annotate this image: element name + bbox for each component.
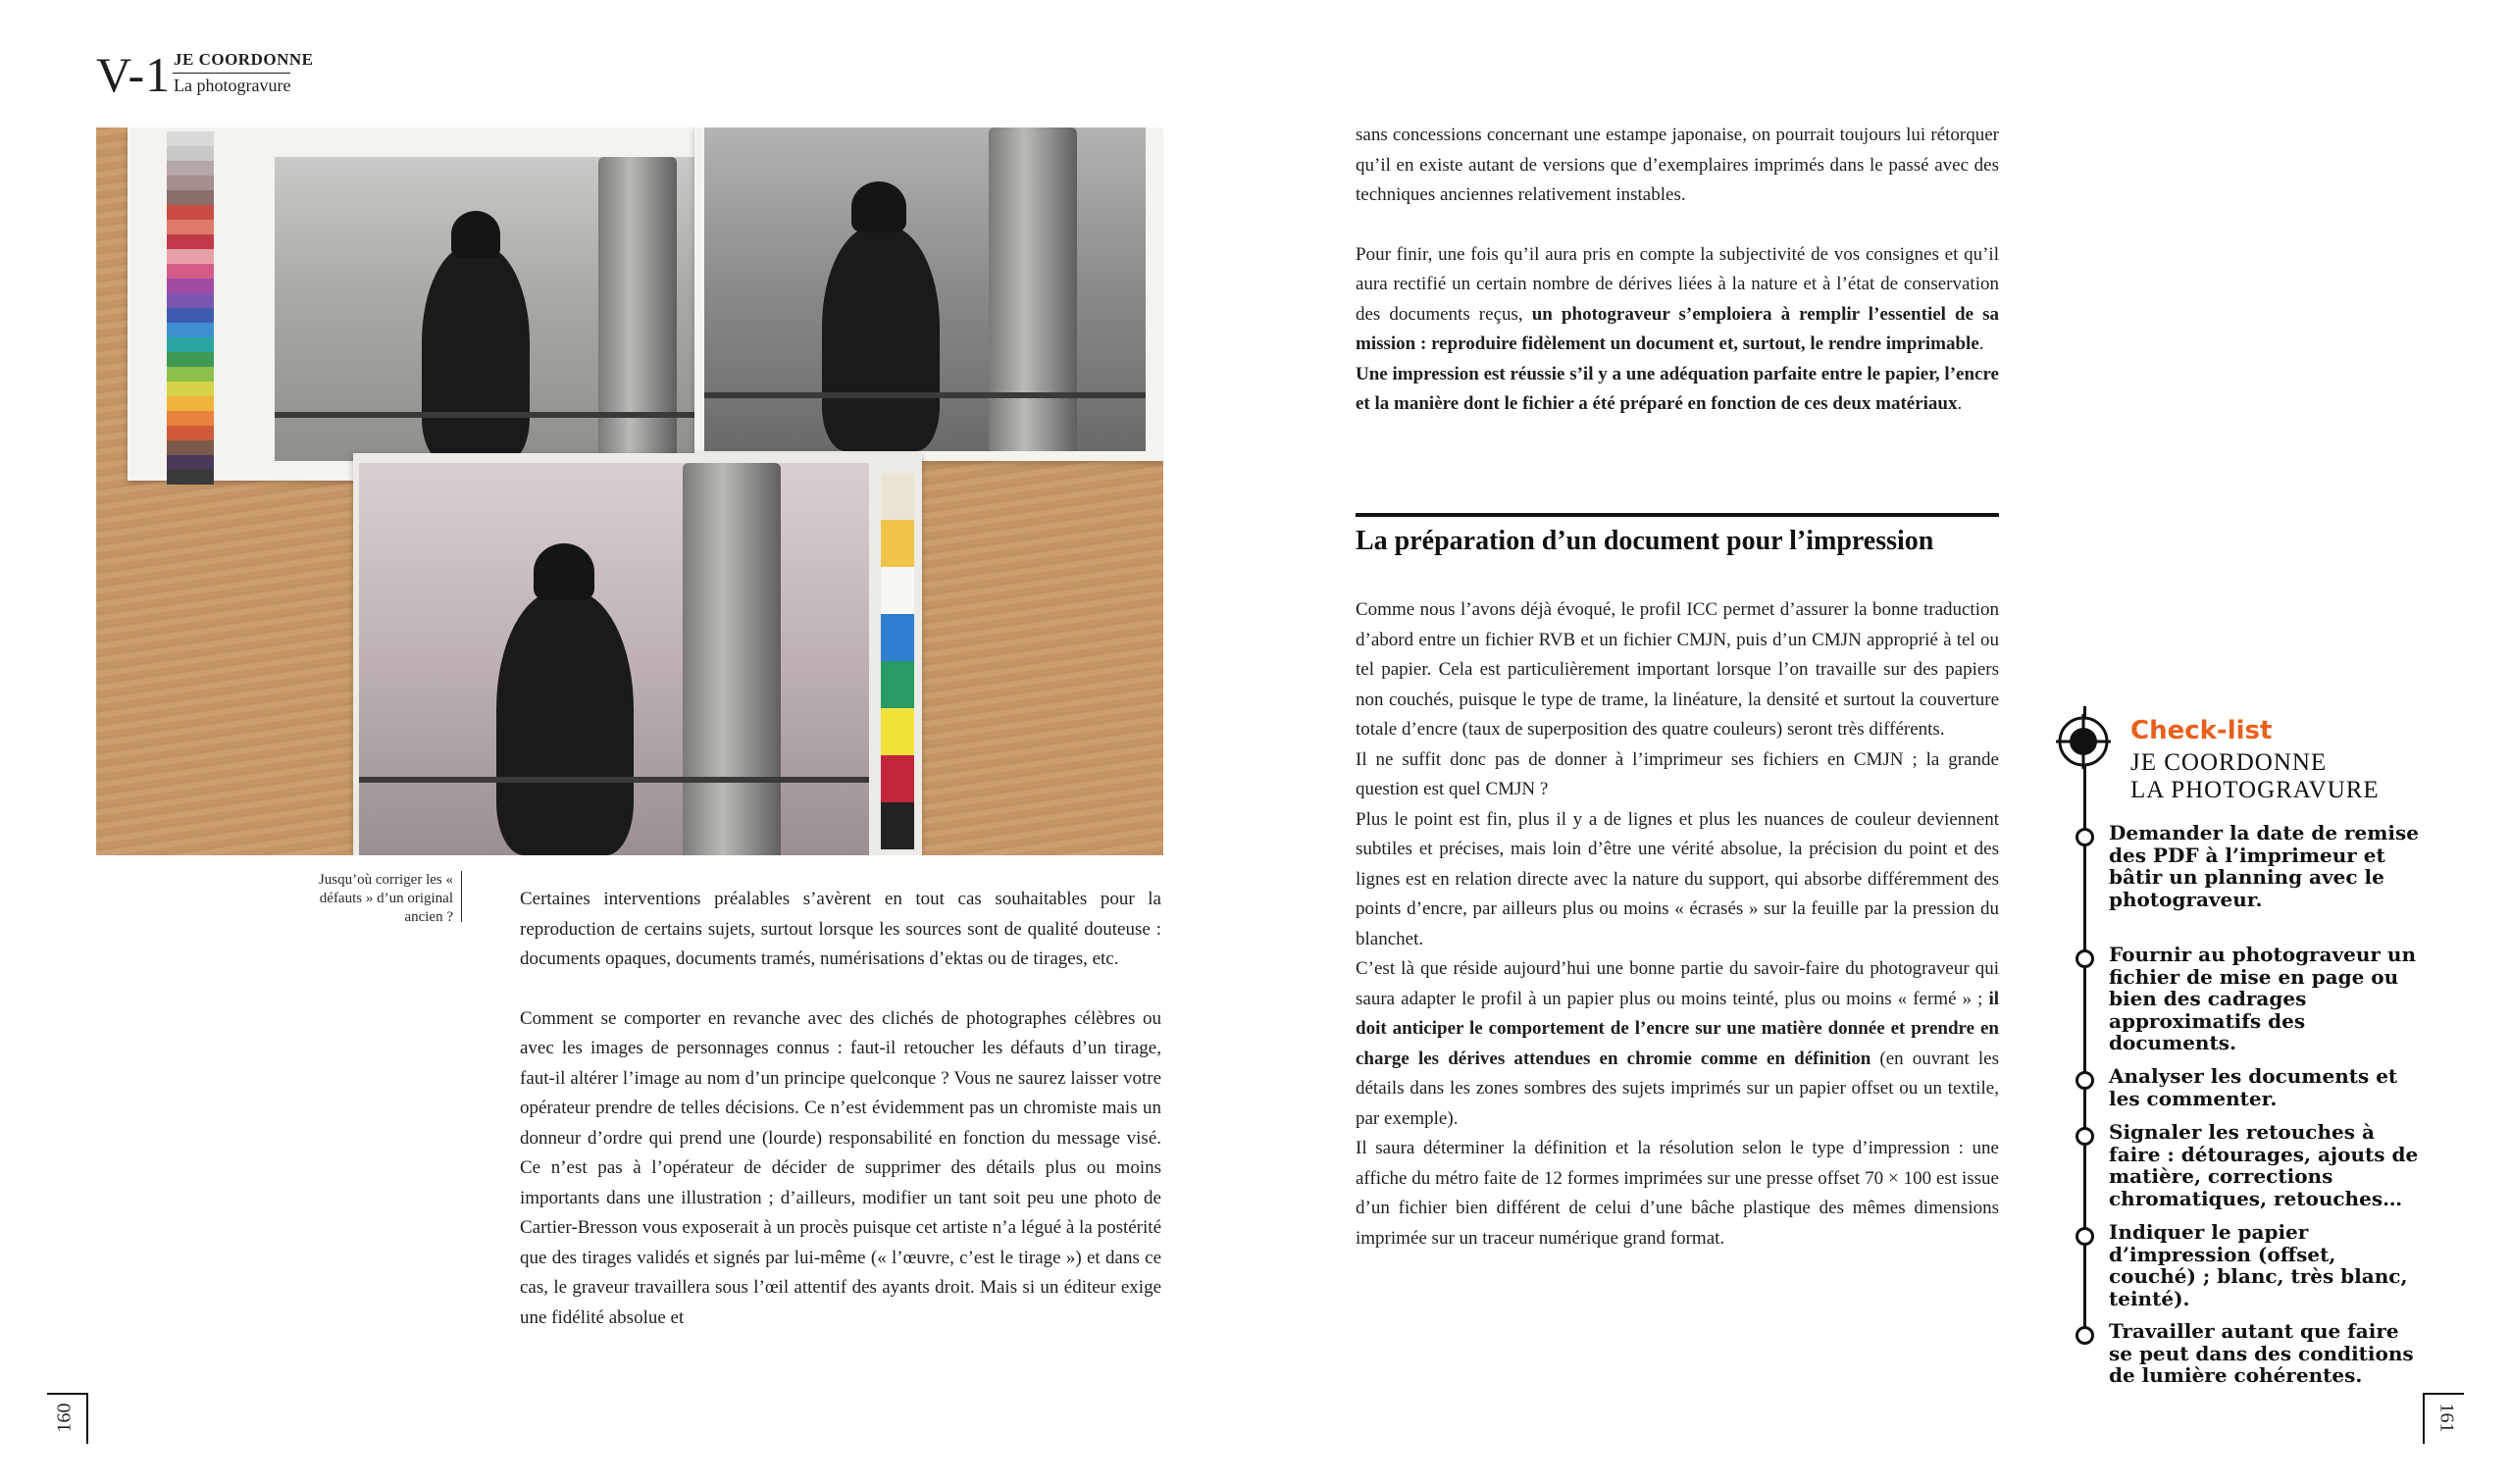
right-column-text-section (1356, 595, 1999, 1254)
bullet-circle-icon (2075, 1071, 2094, 1090)
header-subtitle: La photogravure (174, 76, 291, 95)
header-rule (173, 73, 290, 74)
checklist-item (2075, 822, 2429, 910)
crosshair-target-icon (2056, 714, 2111, 769)
color-bar (881, 708, 914, 755)
original-print-sheet (353, 453, 922, 855)
checklist-title (2130, 749, 2380, 804)
rail-shape (704, 392, 1146, 398)
print-original-tinted (359, 463, 869, 855)
bold-run: un photograveur s’emploiera à remplir l’essentiel de sa mission : reproduire fidèlement un document et, surtout, le rendre imprimable (1356, 303, 1999, 354)
text-run: . (1978, 333, 1984, 354)
page-number-left (49, 1393, 88, 1442)
color-swatch (167, 352, 214, 367)
bold-run: Une impression est réussie s’il y a une adéquation parfaite entre le papier, l’encre et la manière dont le fichier a été préparé en fonction de ces deux matériaux (1356, 363, 1999, 414)
pillar-shape (683, 463, 781, 855)
bullet-circle-icon (2075, 1227, 2094, 1246)
color-swatch (167, 190, 214, 205)
paragraph: Il ne suffit donc pas de donner à l’imprimeur ses fichiers en CMJN ; la grande question est quel CMJN ? (1356, 748, 1999, 799)
color-swatch (167, 176, 214, 190)
hat-shape (451, 211, 500, 258)
color-bar (881, 473, 914, 520)
color-bar (881, 520, 914, 567)
color-swatch (167, 264, 214, 279)
color-swatch (167, 234, 214, 249)
figure-shape (496, 590, 634, 855)
color-swatch (167, 382, 214, 396)
color-swatch (167, 440, 214, 455)
caption-rule (461, 871, 462, 922)
header-title: JE COORDONNE (174, 50, 314, 69)
color-swatch (167, 131, 214, 146)
checklist-item-text: Analyser les documents et les commenter. (2109, 1064, 2398, 1110)
checklist-item (2075, 1221, 2429, 1309)
proof-sheet-left (128, 128, 712, 481)
proof-sheet-right (694, 128, 1163, 461)
photo-caption: Jusqu’où corriger les « défauts » d’un original ancien ? (318, 872, 453, 925)
text-run: (en ouvrant les détails dans les zones sombres des sujets imprimés sur un papier offset ou un textile, par exemple). (1356, 1048, 1999, 1129)
color-swatch (167, 293, 214, 308)
color-swatch (167, 249, 214, 264)
pillar-shape (989, 128, 1077, 451)
color-swatch (167, 411, 214, 426)
bullet-circle-icon (2075, 1326, 2094, 1345)
paragraph: Certaines interventions préalables s’avèrent en tout cas souhaitables pour la reproduction de certains sujets, surtout lorsque les sources sont de qualité douteuse : documents opaques, documents tramés, numérisations d’ektas ou de tirages, etc. (520, 889, 1161, 969)
checklist-item-text: Demander la date de remise des PDF à l’imprimeur et bâtir un planning avec le photograveur. (2109, 821, 2420, 911)
figure-shape (422, 245, 530, 461)
photo-prints-on-table (96, 128, 1163, 855)
color-bar (881, 802, 914, 849)
color-swatch (167, 205, 214, 220)
rail-shape (275, 412, 706, 418)
text-run: C’est là que réside aujourd’hui une bonne partie du savoir-faire du photograveur qui saura adapter le profil à un papier plus ou moins teinté, plus ou moins « fermé » ; (1356, 958, 1999, 1009)
paragraph (1356, 360, 1999, 420)
checklist-item (2075, 944, 2429, 1054)
color-bar (881, 614, 914, 661)
page-number-text: 161 (2435, 1403, 2458, 1433)
bullet-circle-icon (2075, 949, 2094, 968)
color-swatch (167, 455, 214, 470)
color-swatch (167, 396, 214, 411)
color-bar-strip (881, 473, 914, 849)
paragraph: Il saura déterminer la définition et la résolution selon le type d’impression : une affiche du métro faite de 12 formes imprimées sur une presse offset 70 × 100 est issue d’un fichier bien différent de celui d’une bâche plastique des mêmes dimensions imprimée sur un traceur numérique grand format. (1356, 1138, 1999, 1249)
paragraph: Comment se comporter en revanche avec des clichés de photographes célèbres ou avec les images de personnages connus : faut-il retoucher les défauts d’un tirage, faut-il altérer l’image au nom d’un principe quelconque ? Vous ne saurez laisser votre opérateur prendre de telles décisions. Ce n’est évidemment pas un chromiste mais un donneur d’ordre qui prend une (lourde) responsabilité en fonction du message visé. Ce n’est pas à l’opérateur de décider de supprimer des détails plus ou moins importants dans une illustration ; d’ailleurs, modifier un tant soit peu une photo de Cartier-Bresson vous exposerait à un procès puisque cet artiste n’a légué à la postérité que des tirages validés et signés par lui-même (« l’œuvre, c’est le tirage ») et dans ce cas, le graveur travaillera sous l’œil attentif des ayants droit. Mais si un éditeur exige une fidélité absolue et (520, 1007, 1161, 1328)
checklist-item (2075, 1121, 2429, 1209)
paragraph: sans concessions concernant une estampe japonaise, on pourrait toujours lui rétorquer qu’il en existe autant de versions que d’exemplaires imprimés dans le passé avec des techniques anciennes relativement instables. (1356, 125, 1999, 205)
page-number-right (2423, 1393, 2462, 1442)
color-swatch (167, 337, 214, 352)
left-column-text (520, 885, 1161, 1333)
color-target-strip (167, 131, 214, 485)
color-swatch (167, 279, 214, 293)
color-swatch (167, 426, 214, 440)
color-swatch (167, 470, 214, 485)
section-rule (1356, 513, 1999, 517)
color-bar (881, 661, 914, 708)
color-swatch (167, 308, 214, 323)
checklist-title-line: LA PHOTOGRAVURE (2130, 777, 2380, 803)
color-swatch (167, 220, 214, 234)
color-swatch (167, 323, 214, 337)
checklist-title-line: JE COORDONNE (2130, 749, 2328, 776)
section-heading: La préparation d’un document pour l’impression (1356, 526, 1934, 556)
checklist-item-text: Indiquer le papier d’impression (offset, couché) ; blanc, très blanc, teinté). (2109, 1220, 2408, 1310)
paragraph: Comme nous l’avons déjà évoqué, le profil ICC permet d’assurer la bonne traduction d’abord entre un fichier RVB et un fichier CMJN, puis d’un CMJN approprié à tel ou tel papier. Cela est particulièrement important lorsque l’on travaille sur des papiers non couchés, puisque le type de trame, la linéature, la densité et surtout la couverture totale d’encre (taux de superposition des quatre couleurs) seront très différents. (1356, 599, 1999, 740)
color-bar (881, 567, 914, 614)
text-run: . (1957, 393, 1963, 414)
page-number-text: 160 (53, 1403, 76, 1433)
hat-shape (534, 543, 594, 600)
color-bar (881, 755, 914, 802)
checklist-item-text: Travailler autant que faire se peut dans des conditions de lumière cohérentes. (2109, 1319, 2414, 1387)
checklist-item-text: Signaler les retouches à faire : détourages, ajouts de matière, corrections chromatiques, retouches… (2109, 1120, 2419, 1210)
color-swatch (167, 161, 214, 176)
print-bw-dark (704, 128, 1146, 451)
bullet-circle-icon (2075, 828, 2094, 846)
bullet-circle-icon (2075, 1127, 2094, 1146)
checklist-item-text: Fournir au photograveur un fichier de mise en page ou bien des cadrages approximatifs des documents. (2109, 943, 2417, 1054)
color-swatch (167, 367, 214, 382)
checklist-kicker: Check-list (2130, 716, 2273, 745)
rail-shape (359, 777, 869, 783)
checklist-item (2075, 1320, 2429, 1387)
paragraph: Plus le point est fin, plus il y a de lignes et plus les nuances de couleur deviennent subtiles et précises, mais loin d’être une vérité absolue, la précision du point et des lignes est en relation directe avec la nature du support, qui absorbe différemment des points d’encre, par ailleurs plus ou moins « écrasés » sur la feuille par la pression du blanchet. (1356, 808, 1999, 949)
paragraph (1356, 954, 1999, 1134)
print-bw-light (275, 157, 706, 461)
color-swatch (167, 146, 214, 161)
bold-run: il doit anticiper le comportement de l’encre sur une matière donnée et prendre en charge les dérives attendues en chromie comme en définition (1356, 988, 1999, 1069)
paragraph (1356, 240, 1999, 360)
text-run: Pour finir, une fois qu’il aura pris en compte la subjectivité de vos consignes et qu’il aura rectifié un certain nombre de dérives liées à la nature et à l’état de conservation des documents reçus, (1356, 243, 1999, 325)
chapter-number: V-1 (96, 47, 172, 102)
figure-shape (822, 226, 940, 451)
checklist-item (2075, 1065, 2429, 1109)
right-column-text-top (1356, 121, 1999, 420)
hat-shape (851, 181, 906, 232)
